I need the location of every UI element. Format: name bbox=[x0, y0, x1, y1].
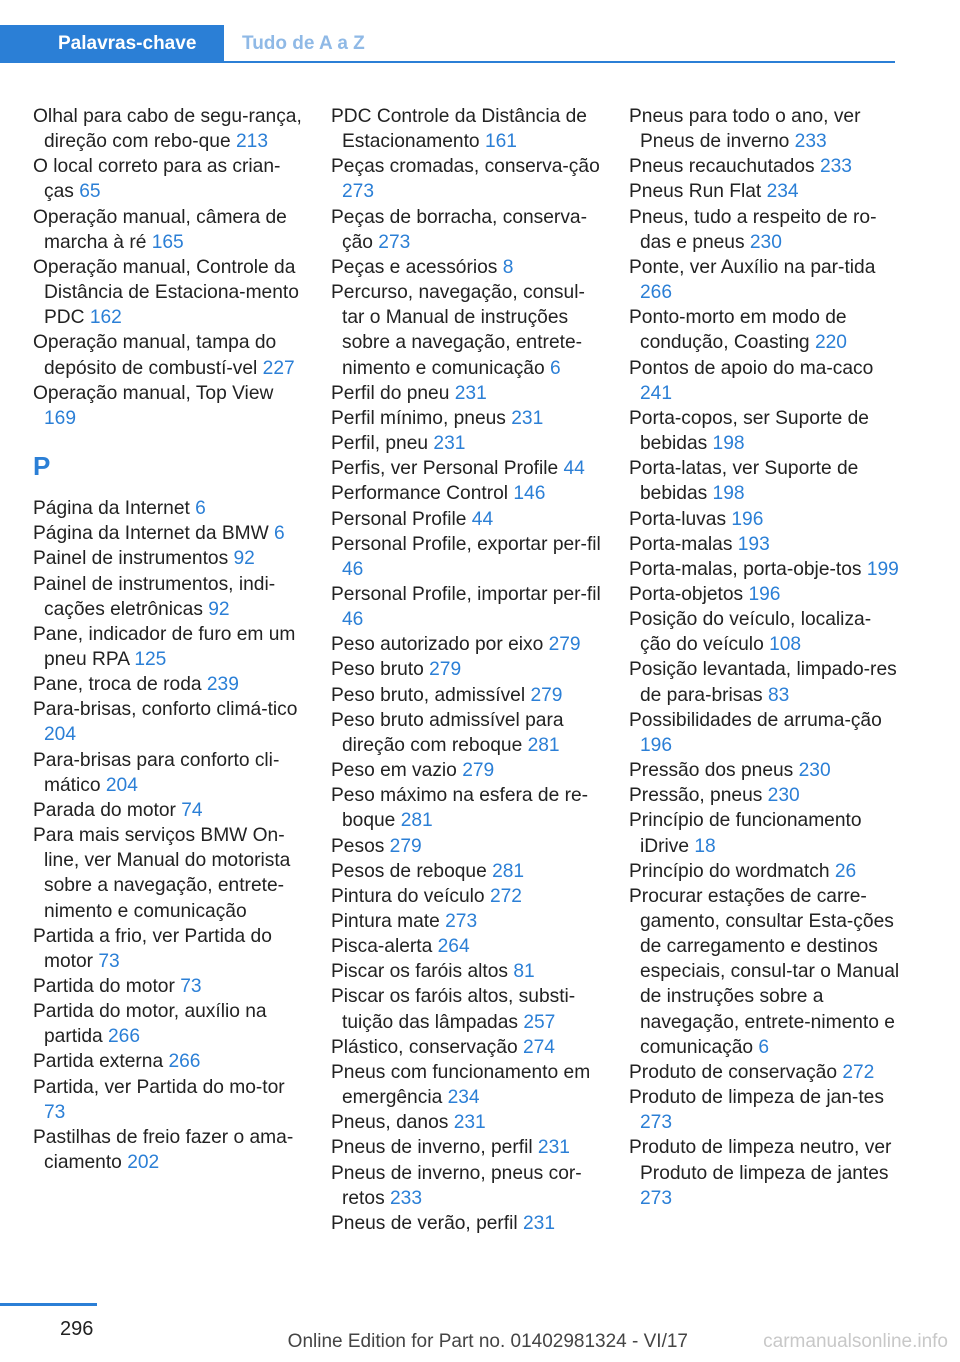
index-entry-text: Personal Profile, importar per‐fil bbox=[331, 583, 601, 605]
index-entry bbox=[331, 507, 603, 532]
index-entry bbox=[331, 1110, 603, 1135]
index-page-link[interactable]: 274 bbox=[522, 1036, 555, 1058]
index-page-link[interactable]: 6 bbox=[549, 357, 561, 379]
index-entry bbox=[629, 154, 901, 179]
index-entry bbox=[331, 834, 603, 859]
index-entry bbox=[629, 783, 901, 808]
index-entry bbox=[629, 104, 901, 154]
index-entry-text: Posição do veículo, localiza‐ção do veículo bbox=[629, 609, 872, 656]
index-page-link[interactable]: 6 bbox=[274, 523, 285, 545]
index-page-link[interactable]: 146 bbox=[513, 483, 546, 505]
index-page-link[interactable]: 193 bbox=[737, 533, 770, 555]
index-entry bbox=[629, 1135, 901, 1210]
index-entry-text: Pane, troca de roda bbox=[33, 674, 207, 696]
index-entry-text: Procurar estações de carre‐gamento, consultar Esta‐ções de carregamento e destinos especiais, consul‐tar o Manual de instruções sobre a navegação, entrete‐nimento e comunicação bbox=[629, 885, 900, 1058]
index-entry bbox=[629, 808, 901, 858]
index-entry-text: Personal Profile bbox=[331, 508, 472, 530]
index-page-link[interactable]: 92 bbox=[208, 598, 230, 620]
index-entry-text: Pneus Run Flat bbox=[629, 181, 767, 203]
index-entry bbox=[629, 582, 901, 607]
index-entry-text: Peso bruto, admissível bbox=[331, 684, 531, 706]
index-entry bbox=[331, 683, 603, 708]
index-entry bbox=[629, 456, 901, 506]
index-entry-text: Operação manual, tampa do depósito de combustí‐vel bbox=[33, 332, 277, 379]
index-entry bbox=[33, 697, 305, 747]
index-entry bbox=[331, 1161, 603, 1211]
index-entry-text: Produto de limpeza neutro, ver Produto de limpeza de jantes bbox=[629, 1137, 892, 1184]
index-entry bbox=[331, 205, 603, 255]
index-entry bbox=[331, 154, 603, 204]
index-page-link[interactable]: 230 bbox=[749, 231, 782, 253]
index-entry bbox=[629, 708, 901, 758]
index-page-link[interactable]: 281 bbox=[400, 810, 433, 832]
index-entry-text: Plástico, conservação bbox=[331, 1036, 523, 1058]
index-entry bbox=[331, 959, 603, 984]
index-entry bbox=[331, 657, 603, 682]
index-entry bbox=[33, 672, 305, 697]
index-entry-text: Peso autorizado por eixo bbox=[331, 634, 549, 656]
index-page-link[interactable]: 202 bbox=[127, 1152, 160, 1174]
index-entry bbox=[331, 884, 603, 909]
index-entry bbox=[331, 1211, 603, 1236]
index-entry-text: Pressão dos pneus bbox=[629, 760, 799, 782]
index-entry bbox=[629, 1060, 901, 1085]
index-page-link[interactable]: 198 bbox=[712, 433, 745, 455]
index-entry-text: Pesos bbox=[331, 835, 390, 857]
index-page-link[interactable]: 279 bbox=[530, 684, 563, 706]
index-entry-text: Posição levantada, limpado‐res de para-brisas bbox=[629, 659, 897, 706]
index-page-link[interactable]: 46 bbox=[342, 558, 364, 580]
index-entry-text: Ponte, ver Auxílio na par‐tida bbox=[629, 256, 876, 278]
index-entry bbox=[629, 884, 901, 1060]
index-entry bbox=[331, 456, 603, 481]
index-page-link[interactable]: 81 bbox=[513, 961, 535, 983]
index-entry bbox=[629, 859, 901, 884]
index-entry-text: Partida a frio, ver Partida do motor bbox=[33, 925, 272, 972]
page-number: 296 bbox=[60, 1318, 94, 1340]
index-entry-text: Perfil, pneu bbox=[331, 433, 434, 455]
index-entry bbox=[33, 999, 305, 1049]
index-page-link[interactable]: 230 bbox=[767, 785, 800, 807]
index-page-link[interactable]: 231 bbox=[537, 1137, 570, 1159]
index-entry-text: Pressão, pneus bbox=[629, 785, 768, 807]
index-page-link[interactable]: 231 bbox=[433, 433, 466, 455]
index-entry-text: Porta-objetos bbox=[629, 583, 749, 605]
index-page-link[interactable]: 264 bbox=[437, 936, 470, 958]
index-page-link[interactable]: 162 bbox=[89, 307, 122, 329]
index-entry bbox=[33, 924, 305, 974]
index-entry-text: Partida externa bbox=[33, 1051, 169, 1073]
index-entry bbox=[33, 496, 305, 521]
index-page-link[interactable]: 196 bbox=[748, 583, 781, 605]
index-entry bbox=[331, 280, 603, 381]
index-entry-text: Pneus recauchutados bbox=[629, 156, 820, 178]
index-page-link[interactable]: 273 bbox=[342, 181, 375, 203]
index-entry bbox=[33, 205, 305, 255]
index-entry-text: Pneus para todo o ano, ver Pneus de inverno bbox=[629, 106, 861, 153]
index-page-link[interactable]: 92 bbox=[233, 548, 255, 570]
index-entry bbox=[331, 104, 603, 154]
index-page-link[interactable]: 231 bbox=[523, 1212, 556, 1234]
index-entry bbox=[331, 758, 603, 783]
index-entry-text: Peças e acessórios bbox=[331, 256, 503, 278]
index-entry-text: Porta-luvas bbox=[629, 508, 732, 530]
index-page-link[interactable]: 26 bbox=[834, 860, 857, 882]
index-entry-text: Peso bruto bbox=[331, 659, 430, 681]
index-entry bbox=[331, 381, 603, 406]
tab-a-to-z[interactable] bbox=[224, 25, 895, 63]
index-entry bbox=[33, 546, 305, 571]
index-page-link[interactable]: 231 bbox=[511, 407, 544, 429]
index-page-link[interactable]: 279 bbox=[548, 634, 581, 656]
index-entry bbox=[33, 1125, 305, 1175]
index-page-link[interactable]: 234 bbox=[447, 1087, 480, 1109]
index-entry-text: Para mais serviços BMW On‐line, ver Manual do motorista sobre a navegação, entrete‐nimento e comunicação bbox=[33, 825, 291, 922]
index-entry bbox=[331, 406, 603, 431]
index-entry bbox=[33, 255, 305, 330]
index-entry-text: Pneus com funcionamento em emergência bbox=[331, 1061, 591, 1109]
index-entry bbox=[331, 708, 603, 758]
index-column-2 bbox=[331, 104, 603, 1236]
index-entry-text: Operação manual, Controle da Distância de Estaciona‐mento PDC bbox=[33, 256, 299, 329]
index-page-link[interactable]: 279 bbox=[389, 835, 422, 857]
index-entry-text: Perfil do pneu bbox=[331, 382, 455, 404]
index-entry bbox=[331, 532, 603, 582]
index-entry-text: Página da Internet bbox=[33, 498, 196, 520]
index-page-link[interactable]: 73 bbox=[44, 1101, 66, 1123]
index-entry-text: Porta-copos, ser Suporte de bebidas bbox=[629, 407, 869, 455]
index-page-link[interactable]: 266 bbox=[108, 1026, 141, 1048]
index-entry-text: Pesos de reboque bbox=[331, 860, 493, 882]
index-entry-text: Peso bruto admissível para direção com reboque bbox=[331, 709, 564, 756]
index-page-link[interactable]: 279 bbox=[429, 659, 462, 681]
index-entry-text: Personal Profile, exportar per‐fil bbox=[331, 533, 601, 555]
index-page-link[interactable]: 204 bbox=[44, 724, 77, 746]
index-page-link[interactable]: 281 bbox=[492, 860, 525, 882]
index-entry-text: Pneus de inverno, perfil bbox=[331, 1137, 538, 1159]
index-entry-text: Princípio do wordmatch bbox=[629, 860, 835, 882]
header-tabs bbox=[0, 25, 960, 63]
index-entry-text: Produto de conservação bbox=[629, 1061, 843, 1083]
index-entry bbox=[331, 1060, 603, 1110]
index-entry-text: Partida, ver Partida do mo‐tor bbox=[33, 1076, 285, 1098]
index-entry-text: Pneus, danos bbox=[331, 1112, 454, 1134]
index-entry bbox=[331, 481, 603, 506]
index-page-link[interactable]: 46 bbox=[342, 609, 364, 631]
index-page-link[interactable]: 198 bbox=[712, 483, 745, 505]
index-page-link[interactable]: 74 bbox=[181, 799, 203, 821]
index-page-link[interactable]: 233 bbox=[819, 156, 852, 178]
index-entry bbox=[33, 154, 305, 204]
tab-keywords-label: Palavras-chave bbox=[58, 33, 197, 54]
index-letter-heading: P bbox=[33, 451, 51, 482]
index-entry-text: Painel de instrumentos, indi‐cações eletrônicas bbox=[33, 573, 276, 620]
index-entry-text: Porta-malas, porta-obje‐tos bbox=[629, 558, 867, 580]
index-entry bbox=[331, 632, 603, 657]
index-page-link[interactable]: 44 bbox=[563, 458, 585, 480]
index-page-link[interactable]: 272 bbox=[842, 1061, 875, 1083]
index-page-link[interactable]: 281 bbox=[527, 734, 560, 756]
index-entry bbox=[629, 607, 901, 657]
index-entry-text: Peças cromadas, conserva‐ção bbox=[331, 156, 600, 178]
index-entry-text: Para-brisas para conforto cli‐mático bbox=[33, 749, 280, 796]
index-page-link[interactable]: 233 bbox=[794, 131, 827, 153]
index-page-link[interactable]: 196 bbox=[731, 508, 764, 530]
index-entry bbox=[33, 974, 305, 999]
index-page-link[interactable]: 125 bbox=[134, 648, 167, 670]
index-entry-text: Percurso, navegação, consul‐tar o Manual de instruções sobre a navegação, entrete‐nimento e comunicação bbox=[331, 282, 585, 379]
index-entry bbox=[33, 823, 305, 924]
index-entry-text: Pneus de verão, perfil bbox=[331, 1212, 523, 1234]
index-entry bbox=[33, 1075, 305, 1125]
index-entry bbox=[33, 521, 305, 546]
index-entry-text: Peso máximo na esfera de re‐boque bbox=[331, 785, 589, 832]
index-entry bbox=[33, 572, 305, 622]
index-entry-text: Produto de limpeza de jan‐tes bbox=[629, 1087, 884, 1109]
index-entry bbox=[629, 179, 901, 204]
index-entry-text: Piscar os faróis altos bbox=[331, 961, 514, 983]
index-entry bbox=[629, 305, 901, 355]
index-entry-text: O local correto para as crian‐ças bbox=[33, 156, 281, 203]
index-entry bbox=[33, 622, 305, 672]
watermark: carmanualsonline.info bbox=[763, 1331, 948, 1352]
index-entry-text: Pisca-alerta bbox=[331, 936, 438, 958]
index-entry bbox=[629, 255, 901, 305]
index-entry bbox=[33, 798, 305, 823]
index-page-link[interactable]: 241 bbox=[640, 382, 673, 404]
index-page-link[interactable]: 231 bbox=[454, 382, 487, 404]
index-entry-text: Porta-latas, ver Suporte de bebidas bbox=[629, 458, 859, 505]
index-entry-text: Página da Internet da BMW bbox=[33, 523, 275, 545]
index-entry-text: Operação manual, Top View bbox=[33, 382, 274, 404]
index-page-link[interactable]: 220 bbox=[814, 332, 847, 354]
index-entry-text: Pastilhas de freio fazer o ama‐ciamento bbox=[33, 1126, 294, 1174]
index-page-link[interactable]: 230 bbox=[798, 760, 831, 782]
index-page-link[interactable]: 169 bbox=[44, 407, 77, 429]
index-page-link[interactable]: 257 bbox=[523, 1011, 556, 1033]
index-page-link[interactable]: 83 bbox=[767, 684, 790, 706]
index-page-link[interactable]: 213 bbox=[235, 131, 268, 153]
index-entry bbox=[331, 1035, 603, 1060]
index-entry-text: Pneus, tudo a respeito de ro‐das e pneus bbox=[629, 206, 877, 253]
index-entry-text: Olhal para cabo de segu‐rança, direção com rebo‐que bbox=[33, 106, 302, 153]
index-entry-text: Pintura mate bbox=[331, 911, 446, 932]
index-page-link[interactable]: 161 bbox=[484, 131, 517, 153]
index-page-link[interactable]: 18 bbox=[694, 835, 716, 857]
index-entry bbox=[331, 909, 603, 934]
index-page-link[interactable]: 165 bbox=[151, 231, 184, 253]
index-entry-text: Partida do motor, auxílio na partida bbox=[33, 1001, 267, 1048]
index-page-link[interactable]: 73 bbox=[98, 950, 120, 972]
index-entry bbox=[629, 356, 901, 406]
index-entry-text: Peso em vazio bbox=[331, 760, 463, 782]
index-entry bbox=[331, 431, 603, 456]
index-entry-text: Para-brisas, conforto climá‐tico bbox=[33, 699, 298, 721]
index-entry bbox=[331, 255, 603, 280]
index-entry-text: Pane, indicador de furo em um pneu RPA bbox=[33, 623, 296, 670]
index-page-link[interactable]: 266 bbox=[640, 282, 673, 304]
index-entry bbox=[629, 507, 901, 532]
index-page-link[interactable]: 108 bbox=[769, 634, 802, 656]
index-page-link[interactable]: 266 bbox=[168, 1051, 201, 1073]
index-entry-text: Performance Control bbox=[331, 483, 514, 505]
index-entry bbox=[331, 1135, 603, 1160]
index-page-link[interactable]: 65 bbox=[79, 181, 101, 203]
index-column-3 bbox=[629, 104, 901, 1211]
index-entry bbox=[331, 582, 603, 632]
index-page-link[interactable]: 44 bbox=[471, 508, 494, 530]
index-entry-text: PDC Controle da Distância de Estacionamento bbox=[331, 106, 587, 153]
index-entry bbox=[629, 532, 901, 557]
index-page-link[interactable]: 233 bbox=[390, 1187, 423, 1209]
edition-note: Online Edition for Part no. 01402981324 - VI/17 bbox=[287, 1331, 688, 1352]
index-page-link[interactable]: 199 bbox=[866, 558, 899, 580]
index-entry bbox=[629, 406, 901, 456]
footer-rule bbox=[0, 1303, 97, 1306]
index-entry bbox=[33, 1049, 305, 1074]
index-page-link[interactable]: 279 bbox=[462, 760, 495, 782]
index-entry bbox=[33, 381, 305, 431]
index-entry bbox=[33, 104, 305, 154]
index-column-1 bbox=[33, 104, 305, 1175]
index-entry-text: Ponto-morto em modo de condução, Coasting bbox=[629, 307, 847, 354]
index-page-link[interactable]: 272 bbox=[489, 885, 522, 907]
index-page-link[interactable]: 204 bbox=[105, 774, 138, 796]
index-entry bbox=[629, 205, 901, 255]
index-entry-text: Peças de borracha, conserva‐ção bbox=[331, 206, 587, 253]
index-page-link[interactable]: 8 bbox=[502, 256, 514, 278]
index-entry bbox=[629, 657, 901, 707]
index-entry bbox=[331, 934, 603, 959]
index-entry bbox=[331, 984, 603, 1034]
tab-keywords[interactable] bbox=[0, 25, 224, 63]
index-entry-text: Possibilidades de arruma‐ção bbox=[629, 709, 882, 731]
index-page-link[interactable]: 73 bbox=[180, 976, 202, 997]
index-entry-text: Painel de instrumentos bbox=[33, 548, 234, 570]
index-page-link[interactable]: 239 bbox=[206, 674, 239, 696]
index-entry-text: Partida do motor bbox=[33, 976, 181, 997]
index-entry bbox=[629, 1085, 901, 1135]
index-entry bbox=[629, 557, 901, 582]
index-entry-text: Perfil mínimo, pneus bbox=[331, 407, 512, 429]
index-entry bbox=[331, 859, 603, 884]
index-entry-text: Parada do motor bbox=[33, 799, 182, 821]
index-entry-text: Operação manual, câmera de marcha à ré bbox=[33, 206, 287, 253]
index-page-link[interactable]: 231 bbox=[453, 1112, 486, 1134]
tab-a-to-z-label: Tudo de A a Z bbox=[242, 33, 365, 54]
index-entry-text: Pintura do veículo bbox=[331, 885, 490, 907]
index-page-link[interactable]: 227 bbox=[262, 357, 295, 379]
index-entry bbox=[33, 330, 305, 380]
index-page-link[interactable]: 6 bbox=[195, 498, 206, 520]
index-page-link[interactable]: 273 bbox=[445, 911, 478, 932]
index-entry-text: Porta-malas bbox=[629, 533, 738, 555]
index-page-link[interactable]: 273 bbox=[378, 231, 411, 253]
index-entry bbox=[629, 758, 901, 783]
index-entry-text: Pontos de apoio do ma‐caco bbox=[629, 357, 874, 379]
index-entry-text: Princípio de funcionamento iDrive bbox=[629, 810, 862, 857]
index-page-link[interactable]: 196 bbox=[640, 734, 673, 756]
index-page-link[interactable]: 273 bbox=[640, 1187, 673, 1209]
index-entry bbox=[33, 748, 305, 798]
index-page-link[interactable]: 234 bbox=[766, 181, 799, 203]
index-entry-text: Pneus de inverno, pneus cor‐retos bbox=[331, 1162, 582, 1209]
index-page-link[interactable]: 273 bbox=[640, 1112, 673, 1134]
index-entry-text: Piscar os faróis altos, substi‐tuição das lâmpadas bbox=[331, 986, 576, 1033]
index-page-link[interactable]: 6 bbox=[758, 1036, 770, 1058]
index-entry bbox=[331, 783, 603, 833]
index-entry-text: Perfis, ver Personal Profile bbox=[331, 458, 564, 480]
